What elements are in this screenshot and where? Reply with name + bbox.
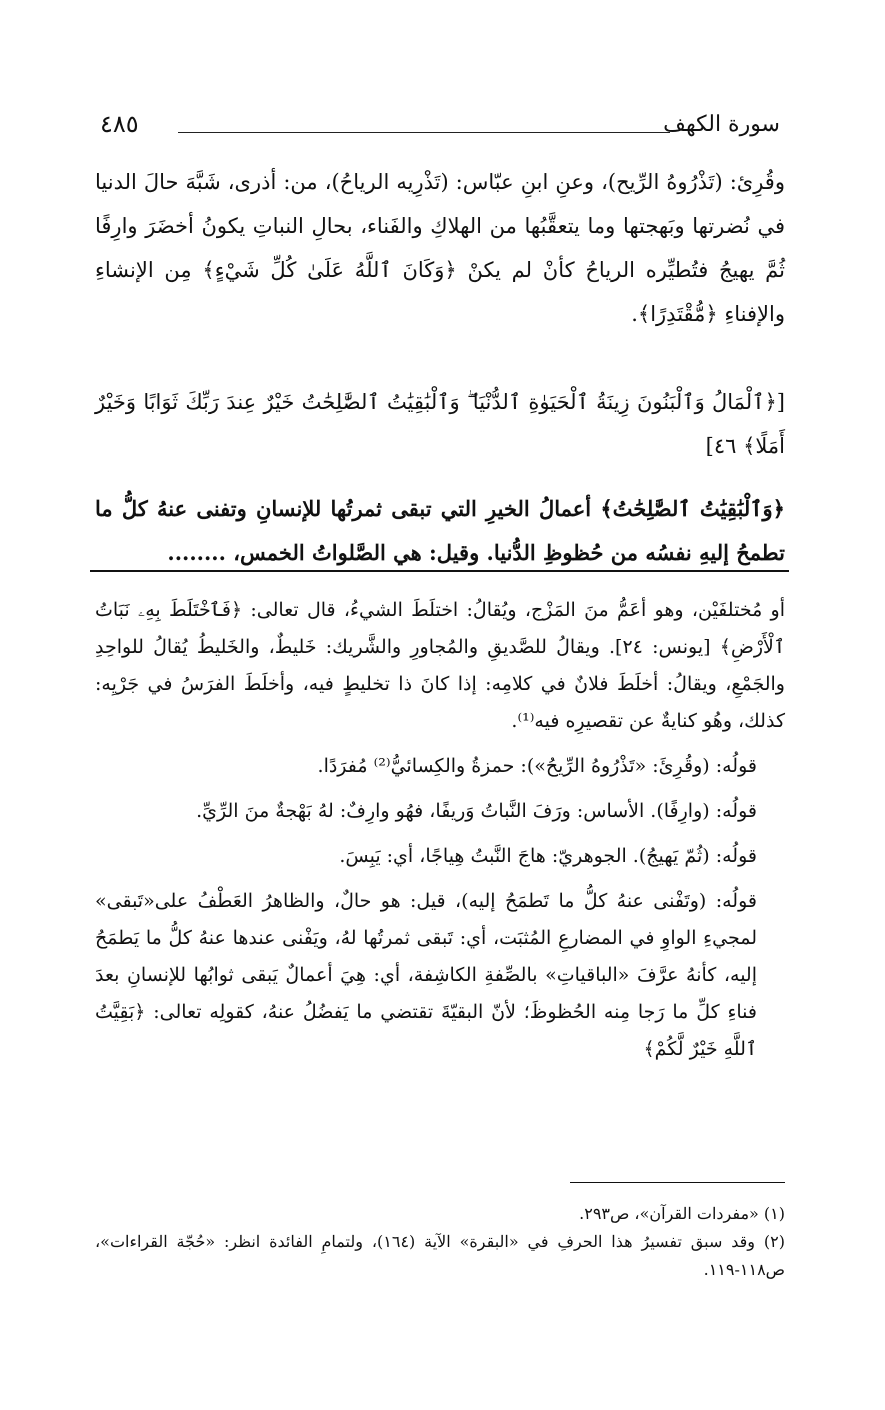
footnote: (١) «مفردات القرآن»، ص٢٩٣. [579,1204,785,1223]
commentary-paragraph: قولُه: (وتَفْنى عنهُ كلُّ ما تَطمَحُ إليه)، قيل: هو حالٌ، والظاهرُ العَطْفُ على«تَبقى» لمجيءِ الواوِ في المضارعِ المُثبَت، أي: تَبقى ثمرتُها لهُ، ويَفْنى عندها عنهُ كلُّ ما يَطمَحُ إليه، كأنهُ عرَّفَ «الباقياتِ» بالصِّفةِ الكاشِفة، أي: هِيَ أعمالٌ يَبقى ثوابُها للإنسانِ بعدَ فناءِ كلِّ ما رَجا مِنه الحُظوظَ؛ لأنّ البقيّةَ تقتضي ما يَفضُلُ عنهُ، كقولِه تعالى: ﴿بَقِيَّتُ ٱللَّهِ خَيْرٌ لَّكُمْ﴾ [95,890,757,1060]
tafsir-text: ﴿وَٱلْبَٰقِيَٰتُ ٱلصَّٰلِحَٰتُ﴾ أعمالُ الخيرِ التي تبقى ثمرتُها للإنسانِ وتفنى عنهُ كلُّ ما تطمحُ إليهِ نفسُه من حُظوظِ الدُّنيا. وقيل: هي الصَّلواتُ الخمس، ........ [95,496,785,565]
main-text: وقُرِئ: (تَذْرُوهُ الرِّيح)، وعنِ ابنِ عبّاس: (تَذْرِيه الرياحُ)، من: أذرى، شَبَّهَ حالَ الدنيا في نُضرتها وبَهجتها وما يتعقَّبُها من الهلاكِ والفَناء، بحالِ النباتِ يكونُ أخضَرَ وارِفًا ثُمَّ يهيجُ فتُطيِّره الرياحُ كأنْ لم يكنْ ﴿وَكَانَ ٱللَّهُ عَلَىٰ كُلِّ شَيْءٍ﴾ مِن الإنشاءِ والإفناءِ ﴿مُّقْتَدِرًا﴾. [95,170,785,326]
commentary-paragraph: قولُه: (ثُمّ يَهيجُ). الجوهريّ: هاجَ النَّبتُ هِياجًا، أي: يَبِسَ. [339,845,757,867]
footnote: (٢) وقد سبق تفسيرُ هذا الحرفِ في «البقرة» الآية (١٦٤)، ولتمامِ الفائدة انظر: «حُجّة القراءات»، ص١١٨-١١٩. [95,1232,785,1279]
commentary-section [95,592,785,1068]
commentary-paragraph: قولُه: (وارِفًا). الأساس: ورَفَ النَّباتُ وَريفًا، فهُو وارِفٌ: لهُ بَهْجةٌ منَ الرِّيِّ. [196,800,757,822]
footnotes [95,1200,785,1284]
surah-title: سورة الكهف [663,112,780,137]
quran-verse: [﴿ٱلْمَالُ وَٱلْبَنُونَ زِينَةُ ٱلْحَيَوٰةِ ٱلدُّنْيَا ۖ وَٱلْبَٰقِيَٰتُ ٱلصَّٰلِحَٰتُ خَيْرٌ عِندَ رَبِّكَ ثَوَابًا وَخَيْرٌ أَمَلًا﴾ ٤٦] [95,390,785,458]
page-header [100,108,780,152]
page-number: ٤٨٥ [100,110,139,138]
commentary-paragraph: أو مُختلفَيْن، وهو أعَمُّ منَ المَزْج، ويُقالُ: اختلَطَ الشيءُ، قال تعالى: ﴿فَٱخْتَلَطَ بِهِۦ نَبَاتُ ٱلْأَرْضِ﴾ [يونس: ٢٤]. ويقالُ للصَّديقِ والمُجاورِ والشَّريك: خَليطٌ، والخَليطُ يُقالُ للواحِدِ والجَمْعِ، ويقالُ: أخلَطَ فلانٌ في كلامِه: إذا كانَ ذا تخليطٍ فيه، وأخلَطَ الفرَسُ في جَرْيِه: كذلك، وهُو كنايةٌ عن تقصيرِه فيه⁽¹⁾. [95,599,785,732]
footnote-rule [570,1182,785,1183]
header-rule [178,132,670,133]
commentary-paragraph: قولُه: (وقُرِئَ: «تَذْرُوهُ الرِّيحُ»): حمزةُ والكِسائيُّ⁽²⁾ مُفرَدًا. [317,755,757,777]
section-divider [90,570,789,572]
